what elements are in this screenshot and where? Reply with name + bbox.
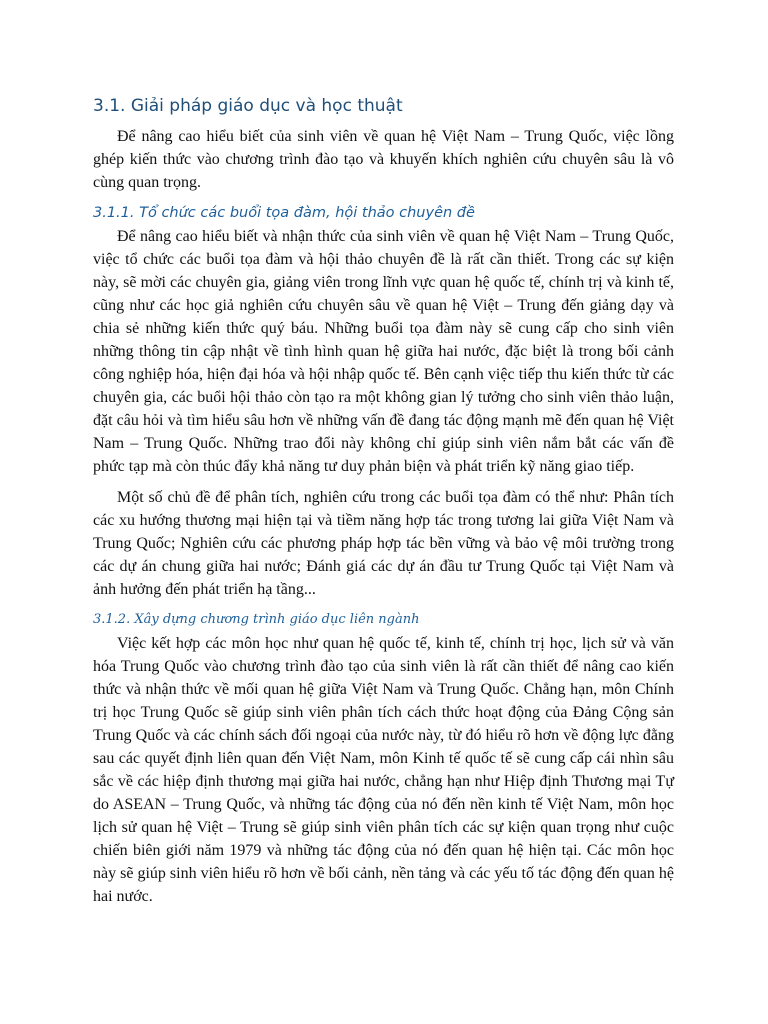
subsection-1-paragraph-2: Một số chủ đề để phân tích, nghiên cứu trong các buổi tọa đàm có thể như: Phân tích các xu hướng thương mại hiện tại và tiềm năng hợp tác trong tương lai giữa Việt Nam và Trung Quốc; Nghiên cứu các phương pháp hợp tác bền vững và bảo vệ môi trường trong các dự án chung giữa hai nước; Đánh giá các dự án đầu tư Trung Quốc tại Việt Nam và ảnh hưởng đến phát triển hạ tầng... (93, 489, 674, 598)
subsection-2-paragraph-1: Việc kết hợp các môn học như quan hệ quốc tế, kinh tế, chính trị học, lịch sử và văn hóa Trung Quốc vào chương trình đào tạo của sinh viên là rất cần thiết để nâng cao kiến thức và nhận thức về mối quan hệ giữa Việt Nam và Trung Quốc. Chẳng hạn, môn Chính trị học Trung Quốc sẽ giúp sinh viên phân tích cách thức hoạt động của Đảng Cộng sản Trung Quốc và các chính sách đối ngoại của nước này, từ đó hiểu rõ hơn về động lực đằng sau các quyết định liên quan đến Việt Nam, môn Kinh tế quốc tế sẽ cung cấp cái nhìn sâu sắc về các hiệp định thương mại giữa hai nước, chẳng hạn như Hiệp định Thương mại Tự do ASEAN – Trung Quốc, và những tác động của nó đến nền kinh tế Việt Nam, môn học lịch sử quan hệ Việt – Trung sẽ giúp sinh viên phân tích các sự kiện quan trọng như cuộc chiến biên giới năm 1979 và những tác động của nó đến quan hệ hiện tại. Các môn học này sẽ giúp sinh viên hiểu rõ hơn về bối cảnh, nền tảng và các yếu tố tác động đến quan hệ hai nước. (93, 635, 674, 905)
section-heading: 3.1. Giải pháp giáo dục và học thuật (93, 96, 403, 116)
document-page (93, 93, 674, 916)
section-intro-paragraph: Để nâng cao hiểu biết của sinh viên về quan hệ Việt Nam – Trung Quốc, việc lồng ghép kiến thức vào chương trình đào tạo và khuyến khích nghiên cứu chuyên sâu là vô cùng quan trọng. (93, 128, 674, 191)
subsection-1-heading: 3.1.1. Tổ chức các buổi tọa đàm, hội thảo chuyên đề (93, 205, 475, 221)
subsection-2-heading: 3.1.2. Xây dựng chương trình giáo dục liên ngành (93, 612, 420, 627)
subsection-1-paragraph-1: Để nâng cao hiểu biết và nhận thức của sinh viên về quan hệ Việt Nam – Trung Quốc, việc tổ chức các buổi tọa đàm và hội thảo chuyên đề là rất cần thiết. Trong các sự kiện này, sẽ mời các chuyên gia, giảng viên trong lĩnh vực quan hệ quốc tế, chính trị và kinh tế, cũng như các học giả nghiên cứu chuyên sâu về quan hệ Việt – Trung đến giảng dạy và chia sẻ những kiến thức quý báu. Những buổi tọa đàm này sẽ cung cấp cho sinh viên những thông tin cập nhật về tình hình quan hệ giữa hai nước, đặc biệt là trong bối cảnh công nghiệp hóa, hiện đại hóa và hội nhập quốc tế. Bên cạnh việc tiếp thu kiến thức từ các chuyên gia, các buổi hội thảo còn tạo ra một không gian lý tưởng cho sinh viên thảo luận, đặt câu hỏi và tìm hiểu sâu hơn về những vấn đề đang tác động mạnh mẽ đến quan hệ Việt Nam – Trung Quốc. Những trao đổi này không chỉ giúp sinh viên nắm bắt các vấn đề phức tạp mà còn thúc đẩy khả năng tư duy phản biện và phát triển kỹ năng giao tiếp. (93, 228, 674, 475)
